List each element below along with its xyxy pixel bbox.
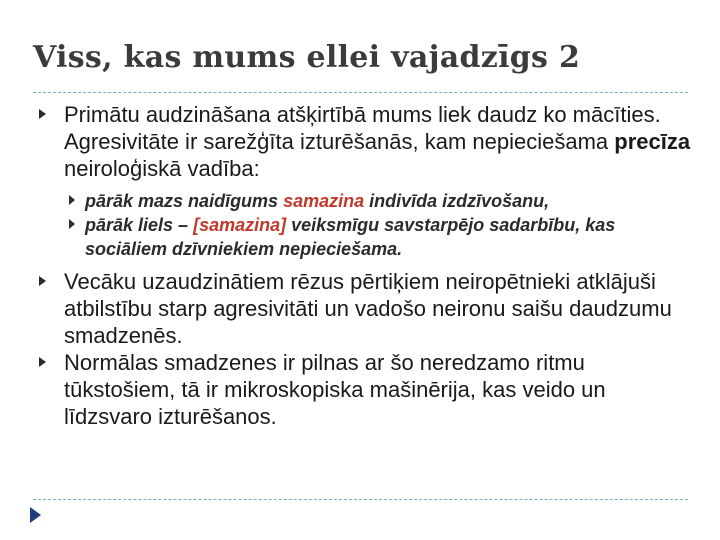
sub-bullet-1-red: samazina bbox=[283, 191, 365, 211]
slide-title: Viss, kas mums ellei vajadzīgs 2 bbox=[33, 40, 581, 75]
bullet-1-text-a: Primātu audzināšana atšķirtībā mums liek daudz ko mācīties. Agresivitāte ir sarežģīta izturēšanās, kam nepieciešama bbox=[64, 102, 661, 154]
sub-bullet-arrow-icon bbox=[69, 195, 75, 205]
bullet-arrow-icon bbox=[39, 109, 46, 119]
bullet-arrow-icon bbox=[39, 276, 46, 286]
slide-body bbox=[33, 101, 693, 430]
bullet-2-text: Vecāku uzaudzinātiem rēzus pērtiķiem neiropētnieki atklājuši atbilstību starp agresivitāti un vadošo neironu saišu daudzumu smadzenēs. bbox=[64, 269, 672, 348]
sub-bullet-1-pre: pārāk mazs naidīgums bbox=[85, 191, 284, 211]
sub-bullet-list bbox=[64, 189, 693, 261]
next-slide-arrow-icon[interactable] bbox=[30, 507, 41, 523]
bullet-1 bbox=[33, 101, 693, 261]
sub-bullet-2-post: veiksmīgu savstarpējo sadarbību, kas sociāliem dzīvniekiem nepieciešama. bbox=[85, 215, 616, 259]
sub-bullet-arrow-icon bbox=[69, 219, 75, 229]
sub-bullet-2-pre: pārāk liels – bbox=[85, 215, 194, 235]
sub-bullet-2 bbox=[64, 213, 693, 261]
bullet-1-text-b: neiroloģiskā vadība: bbox=[64, 156, 260, 181]
bullet-3 bbox=[33, 349, 693, 430]
bullet-2 bbox=[33, 268, 693, 349]
bullet-3-text: Normālas smadzenes ir pilnas ar šo neredzamo ritmu tūkstošiem, tā ir mikroskopiska mašinērija, kas veido un līdzsvaro izturēšanos. bbox=[64, 350, 606, 429]
bullet-arrow-icon bbox=[39, 357, 46, 367]
sub-bullet-2-red: [samazina] bbox=[193, 215, 287, 235]
bullet-1-emphasis: precīza bbox=[614, 129, 691, 154]
title-divider bbox=[33, 92, 688, 93]
sub-bullet-1-post: indivīda izdzīvošanu, bbox=[364, 191, 550, 211]
sub-bullet-1 bbox=[64, 189, 693, 213]
footer-divider bbox=[33, 499, 688, 500]
